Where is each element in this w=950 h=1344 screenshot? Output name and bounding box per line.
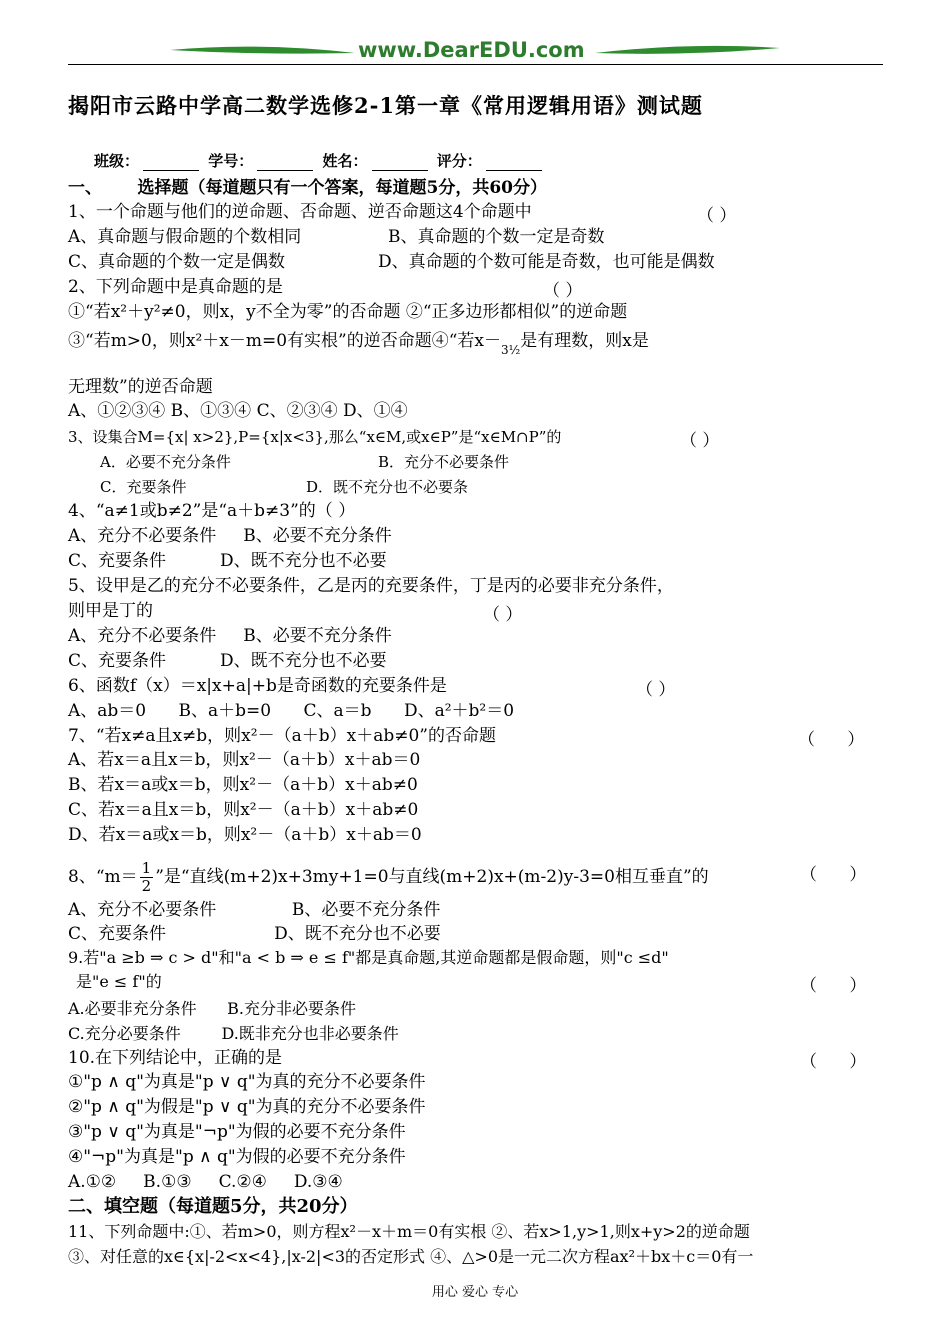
q2-answer-paren[interactable]: （ ） [543, 281, 583, 301]
q1-option-a: A、真命题与假命题的个数相同 [68, 227, 302, 247]
page-title: 揭阳市云路中学高二数学选修2-1第一章《常用逻辑用语》测试题 [68, 93, 703, 118]
q6-answer-paren[interactable]: （ ） [636, 680, 676, 700]
q5-answer-paren[interactable]: （ ） [483, 605, 523, 625]
q9-stem: 9.若"a ≥b ⇒ c > d"和"a < b ⇒ e ≤ f"都是真命题,其逆命题都是假命题，则"c ≤d" [68, 948, 669, 967]
q11-line2: ③、对任意的x∈{x|-2<x<4},|x-2|<3的否定形式 ④、△>0是一元二次方程ax²＋bx＋c＝0有一 [68, 1247, 754, 1266]
q7-option-a: A、若x＝a且x＝b，则x²－（a＋b）x＋ab＝0 [68, 750, 421, 770]
q1-answer-paren[interactable]: （ ） [697, 206, 737, 226]
q8-fraction [140, 860, 154, 895]
site-url[interactable]: www.DearEDU.com [358, 38, 585, 62]
page-footer: 用心 爱心 专心 [431, 1285, 519, 1300]
q2-line3: 无理数”的逆否命题 [68, 377, 213, 397]
section1-heading [68, 177, 547, 199]
q3-option-a: A．必要不充分条件 [100, 453, 231, 471]
q3-option-b: B．充分不必要条件 [378, 453, 510, 471]
q2-line2-part-a: ③“若m>0，则x²＋x－m=0有实根”的逆否命题④“若x－ [68, 331, 502, 351]
q9-answer-paren[interactable]: （ ） [800, 976, 867, 996]
class-blank[interactable] [143, 156, 199, 171]
q5-stem2: 则甲是丁的 [68, 601, 153, 621]
q2-line2-part-b: 是有理数，则x是 [520, 331, 649, 351]
section2-heading: 二、填空题（每道题5分，共20分） [68, 1196, 358, 1217]
q9-options-ab: A.必要非充分条件 B.充分非必要条件 [68, 999, 357, 1018]
id-blank[interactable] [257, 156, 313, 171]
q1-stem: 1、一个命题与他们的逆命题、否命题、逆否命题这4个命题中 [68, 202, 532, 222]
q6-options: A、ab＝0 B、a＋b=0 C、a＝b D、a²＋b²＝0 [68, 701, 515, 721]
q10-statement-3: ③"p ∨ q"为真是"¬p"为假的必要不充分条件 [68, 1122, 406, 1142]
q1-option-d: D、真命题的个数可能是奇数，也可能是偶数 [378, 252, 715, 272]
q3-option-d: D．既不充分也不必要条 [306, 478, 469, 496]
q1-option-c: C、真命题的个数一定是偶数 [68, 252, 286, 272]
q7-option-c: C、若x＝a且x＝b，则x²－（a＋b）x＋ab≠0 [68, 800, 419, 820]
score-label: 评分： [436, 152, 482, 170]
q10-statement-4: ④"¬p"为真是"p ∧ q"为假的必要不充分条件 [68, 1147, 406, 1167]
q2-line1: ①“若x²＋y²≠0，则x，y不全为零”的否命题 ②“正多边形都相似”的逆命题 [68, 302, 628, 322]
q10-statement-1: ①"p ∧ q"为真是"p ∨ q"为真的充分不必要条件 [68, 1072, 426, 1092]
q10-stem: 10.在下列结论中，正确的是 [68, 1048, 283, 1068]
q10-statement-2: ②"p ∧ q"为假是"p ∨ q"为真的充分不必要条件 [68, 1097, 426, 1117]
q8-stem-part-a: 8、“m＝ [68, 867, 138, 887]
q4-stem: 4、“a≠1或b≠2”是“a＋b≠3”的（ ） [68, 501, 356, 521]
q7-answer-paren[interactable]: （ ） [798, 730, 865, 750]
header-rule [68, 64, 883, 65]
q2-stem: 2、下列命题中是真命题的是 [68, 277, 283, 297]
q2-line2-exponent: 3½ [501, 343, 521, 357]
q7-option-d: D、若x＝a或x＝b，则x²－（a＋b）x＋ab＝0 [68, 825, 422, 845]
q3-answer-paren[interactable]: （ ） [680, 431, 720, 451]
q8-answer-paren[interactable]: （ ） [800, 865, 867, 885]
q3-stem: 3、设集合M={x| x>2},P={x|x<3},那么“x∈M,或x∈P”是“x∈M∩P”的 [68, 428, 562, 446]
student-info [94, 150, 546, 171]
q5-stem: 5、设甲是乙的充分不必要条件，乙是丙的充要条件，丁是丙的必要非充分条件， [68, 576, 674, 596]
q8-stem [68, 860, 709, 895]
header-banner [170, 36, 780, 66]
q10-answer-paren[interactable]: （ ） [800, 1052, 867, 1072]
q11-line1: 11、下列命题中:①、若m>0，则方程x²－x＋m＝0有实根 ②、若x>1,y>1,则x+y>2的逆命题 [68, 1222, 750, 1241]
class-label: 班级： [94, 152, 140, 170]
name-blank[interactable] [372, 156, 428, 171]
q9-options-cd: C.充分必要条件 D.既非充分也非必要条件 [68, 1024, 399, 1043]
name-label: 姓名： [322, 152, 368, 170]
q5-options-ab: A、充分不必要条件 B、必要不充分条件 [68, 626, 392, 646]
q5-options-cd: C、充要条件 D、既不充分也不必要 [68, 651, 387, 671]
q4-options-cd: C、充要条件 D、既不充分也不必要 [68, 551, 387, 571]
q6-stem: 6、函数f（x）＝x|x+a|+b是奇函数的充要条件是 [68, 676, 447, 696]
q8-stem-part-b: ”是“直线(m+2)x+3my+1=0与直线(m+2)x+(m-2)y-3=0相互垂直”的 [155, 867, 709, 887]
q2-line2 [68, 330, 649, 357]
q8-options-ab: A、充分不必要条件 B、必要不充分条件 [68, 900, 441, 920]
score-blank[interactable] [486, 156, 542, 171]
section1-number: 一、 [68, 178, 102, 198]
q7-option-b: B、若x＝a或x＝b，则x²－（a＋b）x＋ab≠0 [68, 775, 418, 795]
id-label: 学号： [208, 152, 254, 170]
q8-options-cd: C、充要条件 D、既不充分也不必要 [68, 924, 441, 944]
q7-stem: 7、“若x≠a且x≠b，则x²－（a＋b）x＋ab≠0”的否命题 [68, 726, 496, 746]
q8-fraction-numerator: 1 [141, 859, 152, 877]
q8-fraction-denominator: 2 [141, 877, 152, 895]
q1-option-b: B、真命题的个数一定是奇数 [388, 227, 605, 247]
q10-options: A.①② B.①③ C.②④ D.③④ [68, 1172, 343, 1192]
q2-options: A、①②③④ B、①③④ C、②③④ D、①④ [68, 401, 408, 421]
section1-title: 选择题（每道题只有一个答案，每道题5分，共60分） [137, 178, 548, 198]
q3-option-c: C．充要条件 [100, 478, 187, 496]
q4-options-ab: A、充分不必要条件 B、必要不充分条件 [68, 526, 392, 546]
q9-stem2: 是"e ≤ f"的 [76, 972, 162, 991]
